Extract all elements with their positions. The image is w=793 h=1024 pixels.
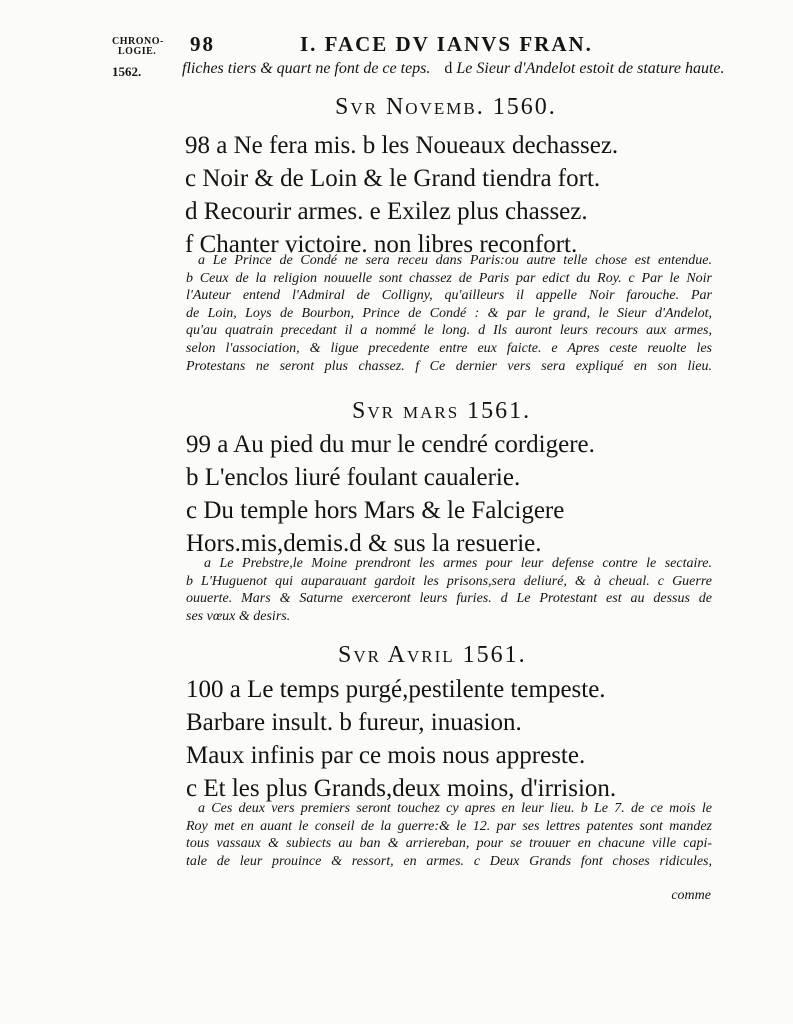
page-number: 98: [190, 32, 215, 56]
verse-line: f Chanter victoire. non libres reconfort.: [185, 231, 578, 258]
note-line: tale de leur prouince & ressort, en armes. c Deux Grands font choses ridicules,: [186, 853, 712, 869]
continuation-text: fliches tiers & quart ne font de ce teps.: [182, 60, 431, 77]
verse-line: c Du temple hors Mars & le Falcigere: [186, 497, 565, 524]
quatrain-99: [186, 428, 595, 560]
quatrain-98: [185, 129, 618, 261]
section-heading-mars-1561: Svr mars 1561.: [352, 398, 532, 424]
note-line: b Ceux de la religion nouuelle sont chassez de Paris par edict du Roy. c Par le Noir: [186, 270, 712, 286]
verse-line: d Recourir armes. e Exilez plus chassez.: [185, 198, 588, 225]
catchword: comme: [671, 888, 711, 903]
note-line: a Le Prince de Condé ne sera receu dans Paris:ou autre telle chose est entendue.: [198, 253, 712, 268]
continuation-line: [182, 60, 725, 78]
continuation-note-mark: d: [444, 60, 453, 77]
note-line: selon l'association, & ligue precedente entre eux faicte. e Apres ceste reuolte les: [186, 340, 712, 356]
continuation-note: Le Sieur d'Andelot estoit de stature haute.: [456, 60, 725, 77]
note-line: a Le Prebstre,le Moine prendront les armes pour leur defense contre le sectaire.: [204, 556, 712, 571]
verse-line: Maux infinis par ce mois nous appreste.: [186, 742, 586, 769]
verse-line: Barbare insult. b fureur, inuasion.: [186, 709, 522, 736]
note-line: ses vœux & desirs.: [186, 608, 291, 624]
note-line: a Ces deux vers premiers seront touchez cy apres en leur lieu. b Le 7. de ce mois le: [198, 801, 712, 816]
commentary-100: [186, 800, 712, 870]
commentary-99: [186, 555, 712, 625]
note-line: tous vassaux & subiects au ban & arriereban, pour se trouuer en chacune ville capi-: [186, 836, 712, 852]
note-line: de Loin, Loys de Bourbon, Prince de Condé : & par le grand, le Sieur d'Andelot,: [186, 305, 712, 321]
quatrain-100: [186, 673, 616, 805]
margin-year: 1562.: [112, 64, 142, 79]
note-line: Roy met en auant le conseil de la guerre:& le 12. par ses lettres patentes sont mandez: [186, 818, 712, 834]
note-line: b L'Huguenot qui auparauant gardoit les prisons,sera deliuré, & à cheual. c Guerre: [186, 573, 712, 589]
commentary-98: [186, 252, 712, 375]
verse-line: 100 a Le temps purgé,pestilente tempeste.: [186, 676, 606, 703]
note-line: Protestans ne seront plus chassez. f Ce dernier vers sera expliqué en son lieu.: [186, 358, 712, 374]
margin-note-line2: LOGIE.: [118, 46, 157, 57]
verse-line: c Et les plus Grands,deux moins, d'irrision.: [186, 775, 617, 802]
margin-note-line1: CHRONO-: [112, 36, 164, 47]
note-line: l'Auteur entend l'Admiral de Colligny, qu'ailleurs il appelle Noir farouche. Par: [186, 288, 712, 304]
note-line: qu'au quatrain precedant il a nommé le long. d Ils auront leurs recours aux armes,: [186, 323, 712, 339]
verse-line: c Noir & de Loin & le Grand tiendra fort.: [185, 165, 601, 192]
verse-line: 98 a Ne fera mis. b les Noueaux dechassez.: [185, 132, 619, 159]
running-title: I. FACE DV IANVS FRAN.: [300, 32, 593, 56]
verse-line: b L'enclos liuré foulant caualerie.: [186, 464, 521, 491]
margin-note-chronologie: [112, 37, 164, 57]
note-line: ouuerte. Mars & Saturne exerceront leurs furies. d Le Protestant est au dessus de: [186, 591, 712, 607]
verse-line: Hors.mis,demis.d & sus la resuerie.: [186, 530, 542, 557]
section-heading-novemb-1560: Svr Novemb. 1560.: [335, 94, 557, 120]
section-heading-avril-1561: Svr Avril 1561.: [338, 642, 527, 668]
verse-line: 99 a Au pied du mur le cendré cordigere.: [186, 431, 595, 458]
